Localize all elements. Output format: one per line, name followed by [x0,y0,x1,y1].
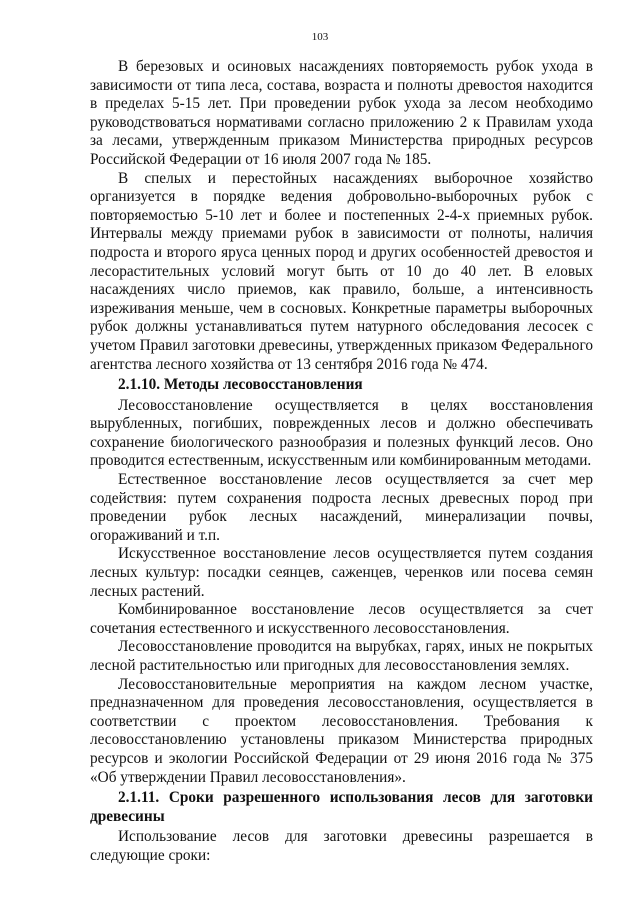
paragraph-birch-aspen-thinning: В березовых и осиновых насаждениях повторяемость рубок ухода в зависимости от типа леса, состава, возраста и полноты древостоя находится в пределах 5-15 лет. При проведении рубок ухода за лесом необходимо руководствоваться нормативами согласно приложению 2 к Правилам ухода за лесами, утвержденным приказом Министерства природных ресурсов Российской Федерации от 16 июля 2007 года № 185. [90,58,593,168]
section-heading-harvest-terms: 2.1.11. Сроки разрешенного использования лесов для заготовки древесины [90,789,593,825]
paragraph-selective-logging: В спелых и перестойных насаждениях выборочное хозяйство организуется в порядке ведения добровольно-выборочных рубок с повторяемостью 5-10 лет и более и постепенных 2-4-х приемных рубок. Интервалы между приемами рубок в зависимости от полноты, наличия подроста и второго яруса ценных пород и других особенностей древостоя и лесорастительных условий могут быть от 10 до 40 лет. В еловых насаждениях число приемов, как правило, больше, а интенсивность изреживания меньше, чем в сосновых. Конкретные параметры выборочных рубок должны устанавливаться путем натурного обследования лесосек с учетом Правил заготовки древесины, утвержденных приказом Федерального агентства лесного хозяйства от 13 сентября 2016 года № 474. [90,169,593,373]
paragraph-artificial-restoration: Искусственное восстановление лесов осуществляется путем создания лесных культур: посадки сеянцев, саженцев, черенков или посева семян лесных растений. [90,545,593,600]
paragraph-combined-restoration: Комбинированное восстановление лесов осуществляется за счет сочетания естественного и искусственного лесовосстановления. [90,601,593,637]
paragraph-natural-restoration: Естественное восстановление лесов осуществляется за счет мер содействия: путем сохранения подроста лесных древесных пород при проведении рубок лесных насаждений, минерализации почвы, огораживаний и т.п. [90,471,593,544]
paragraph-harvest-terms-intro: Использование лесов для заготовки древесины разрешается в следующие сроки: [90,828,593,864]
paragraph-restoration-project: Лесовосстановительные мероприятия на каждом лесном участке, предназначенном для проведения лесовосстановления, осуществляется в соответствии с проектом лесовосстановления. Требования к лесовосстановлению установлены приказом Министерства природных ресурсов и экологии Российской Федерации от 29 июня 2016 года № 375 «Об утверждении Правил лесовосстановления». [90,675,593,786]
section-heading-reforestation-methods: 2.1.10. Методы лесовосстановления [118,376,363,394]
document-body [90,58,593,866]
paragraph-restoration-areas: Лесовосстановление проводится на вырубках, гарях, иных не покрытых лесной растительностью или пригодных для лесовосстановления землях. [90,638,593,674]
page-number: 103 [311,31,329,43]
paragraph-reforestation-purpose: Лесовосстановление осуществляется в целях восстановления вырубленных, погибших, поврежденных лесов и должно обеспечивать сохранение биологического разнообразия и полезных функций лесов. Оно проводится естественным, искусственным или комбинированным методами. [90,396,593,470]
